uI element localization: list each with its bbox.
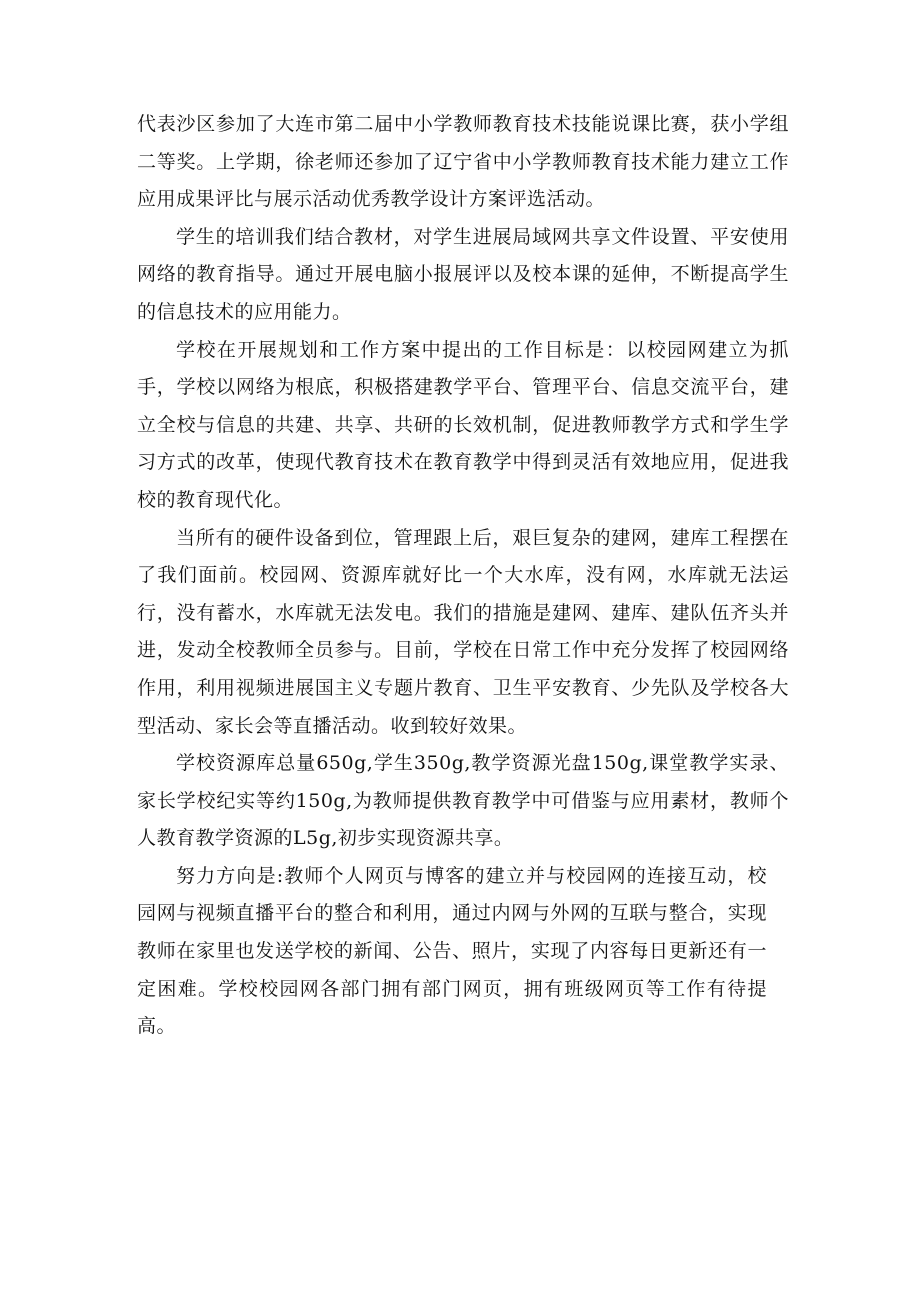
- paragraph-student-training: 学生的培训我们结合教材，对学生进展局域网共享文件设置、平安使用网络的教育指导。通过开展电脑小报展评以及校本课的延伸，不断提高学生的信息技术的应用能力。: [137, 225, 789, 323]
- paragraph-future-direction: 努力方向是:教师个人网页与博客的建立并与校园网的连接互动，校园网与视频直播平台的整合和利用，通过内网与外网的互联与整合，实现教师在家里也发送学校的新闻、公告、照片，实现了内容每日更新还有一定困难。学校校园网各部门拥有部门网页，拥有班级网页等工作有待提高。: [137, 864, 767, 1038]
- paragraph-work-goals: 学校在开展规划和工作方案中提出的工作目标是：以校园网建立为抓手，学校以网络为根底，积极搭建教学平台、管理平台、信息交流平台，建立全校与信息的共建、共享、共研的长效机制，促进教师教学方式和学生学习方式的改革，使现代教育技术在教育教学中得到灵活有效地应用，促进我校的教育现代化。: [137, 338, 789, 511]
- document-body: [137, 106, 789, 1046]
- paragraph-resource-library: 学校资源库总量650g,学生350g,教学资源光盘150g,课堂教学实录、家长学校纪实等约150g,为教师提供教育教学中可借鉴与应用素材，教师个人教育教学资源的L5g,初步实现资源共享。: [137, 752, 789, 850]
- paragraph-network-construction: 当所有的硬件设备到位，管理跟上后，艰巨复杂的建网，建库工程摆在了我们面前。校园网、资源库就好比一个大水库，没有网，水库就无法运行，没有蓄水，水库就无法发电。我们的措施是建网、建库、建队伍齐头并进，发动全校教师全员参与。目前，学校在日常工作中充分发挥了校园网络作用，利用视频进展国主义专题片教育、卫生平安教育、少先队及学校各大型活动、家长会等直播活动。收到较好效果。: [137, 526, 789, 737]
- paragraph-continuation: 代表沙区参加了大连市第二届中小学教师教育技术技能说课比赛，获小学组二等奖。上学期，徐老师还参加了辽宁省中小学教师教育技术能力建立工作应用成果评比与展示活动优秀教学设计方案评选活动。: [137, 113, 789, 211]
